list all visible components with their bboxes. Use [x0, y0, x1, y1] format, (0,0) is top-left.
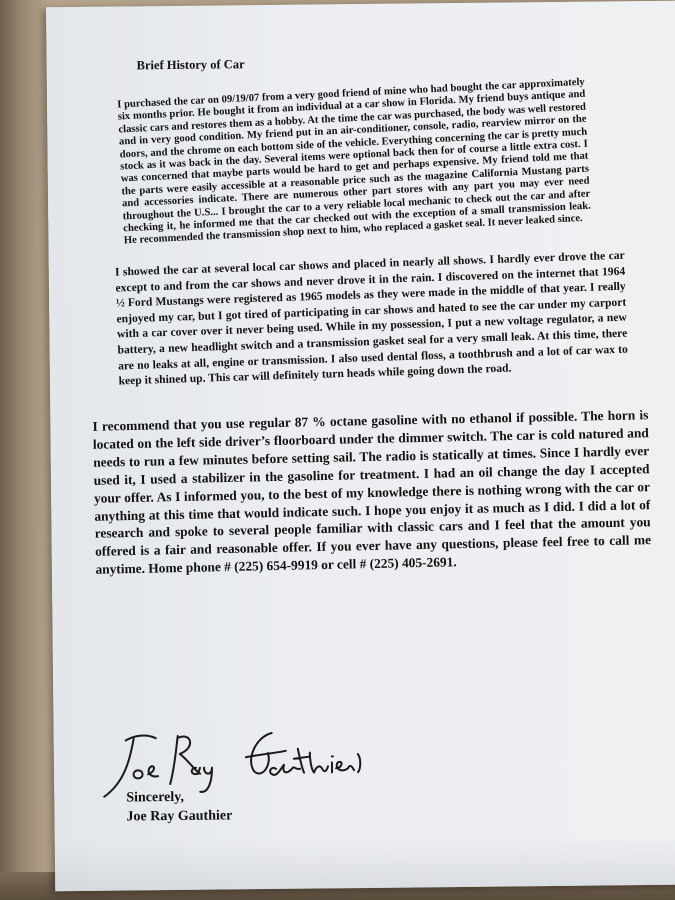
letter-body	[89, 53, 654, 825]
signer-name: Joe Ray Gauthier	[126, 808, 233, 825]
paper-shadow	[55, 835, 675, 892]
document-title: Brief History of Car	[136, 57, 245, 73]
closing-block	[126, 787, 232, 826]
paragraph-recommendations: I recommend that you use regular 87 % octane gasoline with no ethanol if possible. The horn is located on the left side driver’s floorboard under the dimmer switch. The car is cold natured and needs to run a few minutes before setting sail. The radio is statically at times. Since I hardly ever used it, I used a stabilizer in the gasoline for treatment. I had an oil change the day I accepted your offer. As I informed you, to the best of my knowledge there is nothing wrong with the car or anything at this time that would indicate such. I hope you enjoy it as much as I did. I did a lot of research and spoke to several people familiar with classic cars and I feel that the amount you offered is a fair and reasonable offer. If you ever have any questions, please feel free to call me anytime. Home phone # (225) 654-9919 or cell # (225) 405-2691.	[92, 406, 652, 577]
closing-salutation: Sincerely,	[126, 789, 185, 806]
letter-sheet	[46, 1, 675, 892]
paragraph-history: I purchased the car on 09/19/07 from a very good friend of mine who had bought the car approximately six months prior. He bought it from an individual at a car show in Florida. My friend buys antique and classic cars and restores them as a hobby. At the time the car was purchased, the body was well restored and in very good condition. My friend put in an air-conditioner, console, radio, rearview mirror on the doors, and the chrome on each bottom side of the vehicle. Everything concerning the car is pretty much stock as it was back in the day. Several items were optional back then for of course a little extra cost. I was concerned that maybe parts would be hard to get and perhaps expensive. My friend told me that the parts were easily accessible at a reasonable price such as the magazine California Mustang parts and accessories indicate. There are numerous other part stores with any part you may ever need throughout the U.S... I brought the car to a very reliable local mechanic to check out the car and after checking it, he informed me that the car checked out with the exception of a small transmission leak. He recommended the transmission shop next to him, who replaced a gasket seal. It never leaked since.	[116, 76, 592, 247]
paragraph-shows: I showed the car at several local car shows and placed in nearly all shows. I hardly ever drove the car except to and from the car shows and never drove it in the rain. I discovered on the internet that 1964 ½ Ford Mustangs were registered as 1965 models as they were made in the middle of that year. I really enjoyed my car, but I got tired of participating in car shows and hated to see the car under my carport with a car cover over it never being used. While in my possession, I put a new voltage regulator, a new battery, a new headlight switch and a transmission gasket seal for a very small leak. At this time, there are no leaks at all, engine or transmission. I also used dental floss, a toothbrush and a lot of car wax to keep it shined up. This car will definitely turn heads while going down the road.	[114, 248, 628, 388]
